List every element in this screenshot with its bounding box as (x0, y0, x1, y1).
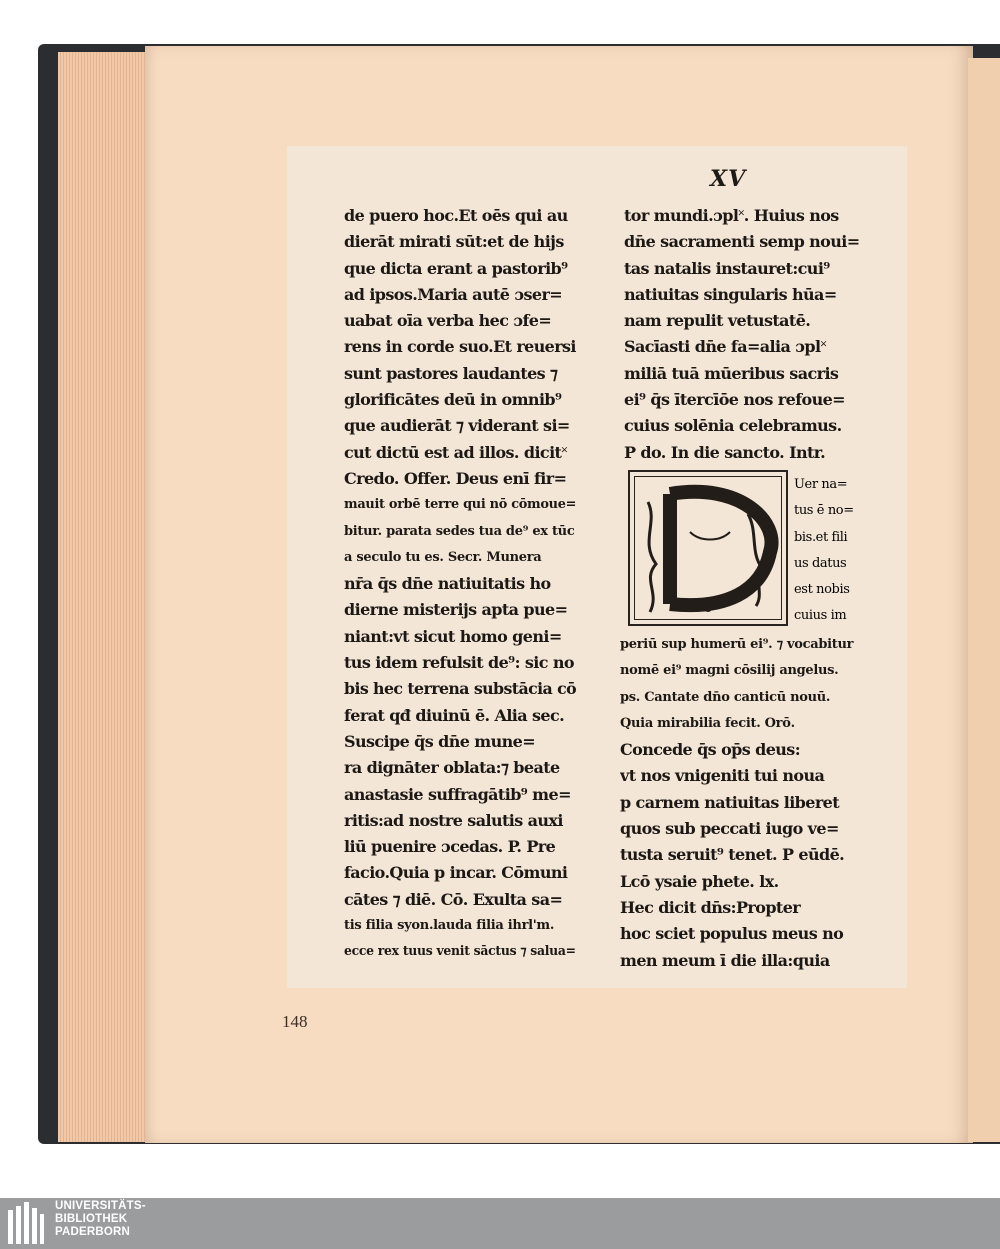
text-line: cātes ⁊ diē. Cō. Exulta sa= (344, 889, 563, 909)
text-line: nr̄a q̄s dn̄e natiuitatis ho (344, 574, 551, 594)
text-line: dierāt mirati sūt:et de hijs (344, 232, 564, 252)
text-line: natiuitas singularis hūa= (624, 284, 837, 304)
logo-line-2: BIBLIOTHEK (55, 1213, 128, 1225)
text-line: bitur. parata sedes tua de⁹ ex tūc (344, 523, 575, 539)
right-text-column-top (624, 203, 862, 466)
text-line: a seculo tu es. Secr. Munera (344, 549, 542, 565)
text-line: tus idem refulsit de⁹: sic no (344, 653, 574, 673)
text-line: uabat oīa verba hec ɔfe= (344, 311, 552, 331)
text-line: ferat qđ diuinū ē. Alia sec. (344, 705, 565, 725)
text-line: tis filia syon.lauda filia ihrl'm. (344, 918, 555, 934)
page-stack-edge (58, 52, 155, 1142)
text-line: bis.et fili (794, 529, 848, 545)
library-footer-bar (0, 1198, 1000, 1249)
text-line: p carnem natiuitas liberet (620, 792, 840, 812)
text-line: bis hec terrena substācia cō (344, 679, 577, 699)
decorated-initial (628, 470, 788, 626)
text-line: est nobis (794, 582, 850, 598)
text-line: quos sub peccati iugo ve= (620, 819, 839, 839)
text-line: rens in corde suo.Et reuersi (344, 337, 576, 357)
text-beside-initial (794, 472, 864, 630)
text-line: anastasie suffragātib⁹ me= (344, 784, 571, 804)
text-line: facio.Quia p incar. Cōmuni (344, 863, 568, 883)
left-text-column (344, 203, 576, 966)
text-line: Suscipe q̄s dn̄e mune= (344, 731, 536, 751)
text-line: Concede q̄s op̄s deus: (620, 740, 801, 760)
text-line: que dicta erant a pastorib⁹ (344, 258, 568, 278)
text-line: Lcō ysaie phete. lx. (620, 871, 779, 891)
text-line: sunt pastores laudantes ⁊ (344, 363, 558, 383)
text-line: liū puenire ɔcedas. P. Pre (344, 837, 556, 857)
text-line: ra dignāter oblata:⁊ beate (344, 758, 560, 778)
text-line: vt nos vnigeniti tui noua (620, 766, 825, 786)
text-line: ecce rex tuus venit sāctus ⁊ salua= (344, 944, 576, 960)
text-line: cuius im (794, 608, 847, 624)
text-line: ps. Cantate dn̄o canticū nouū. (620, 689, 831, 705)
text-line: dn̄e sacramenti semp noui= (624, 232, 860, 252)
logo-line-1: UNIVERSITÄTS- (55, 1200, 146, 1212)
library-logo-icon (6, 1202, 46, 1246)
text-line: cuius solēnia celebramus. (624, 416, 842, 436)
text-line: miliā tuā mūeribus sacris (624, 363, 839, 383)
text-line: Quia mirabilia fecit. Orō. (620, 715, 795, 731)
text-line: que audierāt ⁊ viderant si= (344, 416, 570, 436)
text-line: nam repulit vetustatē. (624, 311, 811, 331)
facing-page-edge (968, 58, 1000, 1142)
right-text-column-bottom (620, 632, 862, 974)
page-number: 148 (282, 1012, 308, 1031)
text-line: periū sup humerū ei⁹. ⁊ vocabitur (620, 637, 854, 652)
text-line: nomē ei⁹ magni cōsilij angelus. (620, 663, 839, 679)
text-line: ei⁹ q̄s ītercīōe nos refoue= (624, 390, 845, 410)
text-line: Hec dicit dn̄s:Propter (620, 897, 801, 917)
text-line: dierne misterijs apta pue= (344, 600, 568, 620)
text-line: Uer na= (794, 477, 848, 492)
text-line: de puero hoc.Et oēs qui au (344, 206, 568, 225)
text-line: mauit orbē terre qui nō cōmoue= (344, 497, 577, 513)
text-line: cut dictū est ad illos. dicit˟ (344, 442, 567, 462)
initial-letter-art (630, 472, 786, 624)
text-line: ritis:ad nostre salutis auxi (344, 810, 563, 830)
text-line: hoc sciet populus meus no (620, 924, 844, 944)
text-line: niant:vt sicut homo geni= (344, 626, 562, 646)
folio-number: XV (710, 166, 747, 192)
text-line: Sacīasti dn̄e fa=alia ɔpl˟ (624, 337, 826, 357)
text-line: us datus (794, 555, 847, 571)
library-logo-text (55, 1200, 146, 1239)
text-line: men meum ī die illa:quia (620, 950, 830, 970)
text-line: tor mundi.ɔpl˟. Huius nos (624, 206, 839, 225)
text-line: tas natalis instauret:cui⁹ (624, 258, 830, 278)
logo-line-3: PADERBORN (55, 1226, 131, 1238)
text-line: P do. In die sancto. Intr. (624, 442, 826, 462)
text-line: Credo. Offer. Deus enī fir= (344, 468, 567, 488)
text-line: tus ē no= (794, 503, 854, 519)
text-line: glorificātes deū in omnib⁹ (344, 390, 562, 410)
text-line: tusta seruit⁹ tenet. P eūdē. (620, 845, 845, 865)
text-line: ad ipsos.Maria autē ɔser= (344, 284, 563, 304)
